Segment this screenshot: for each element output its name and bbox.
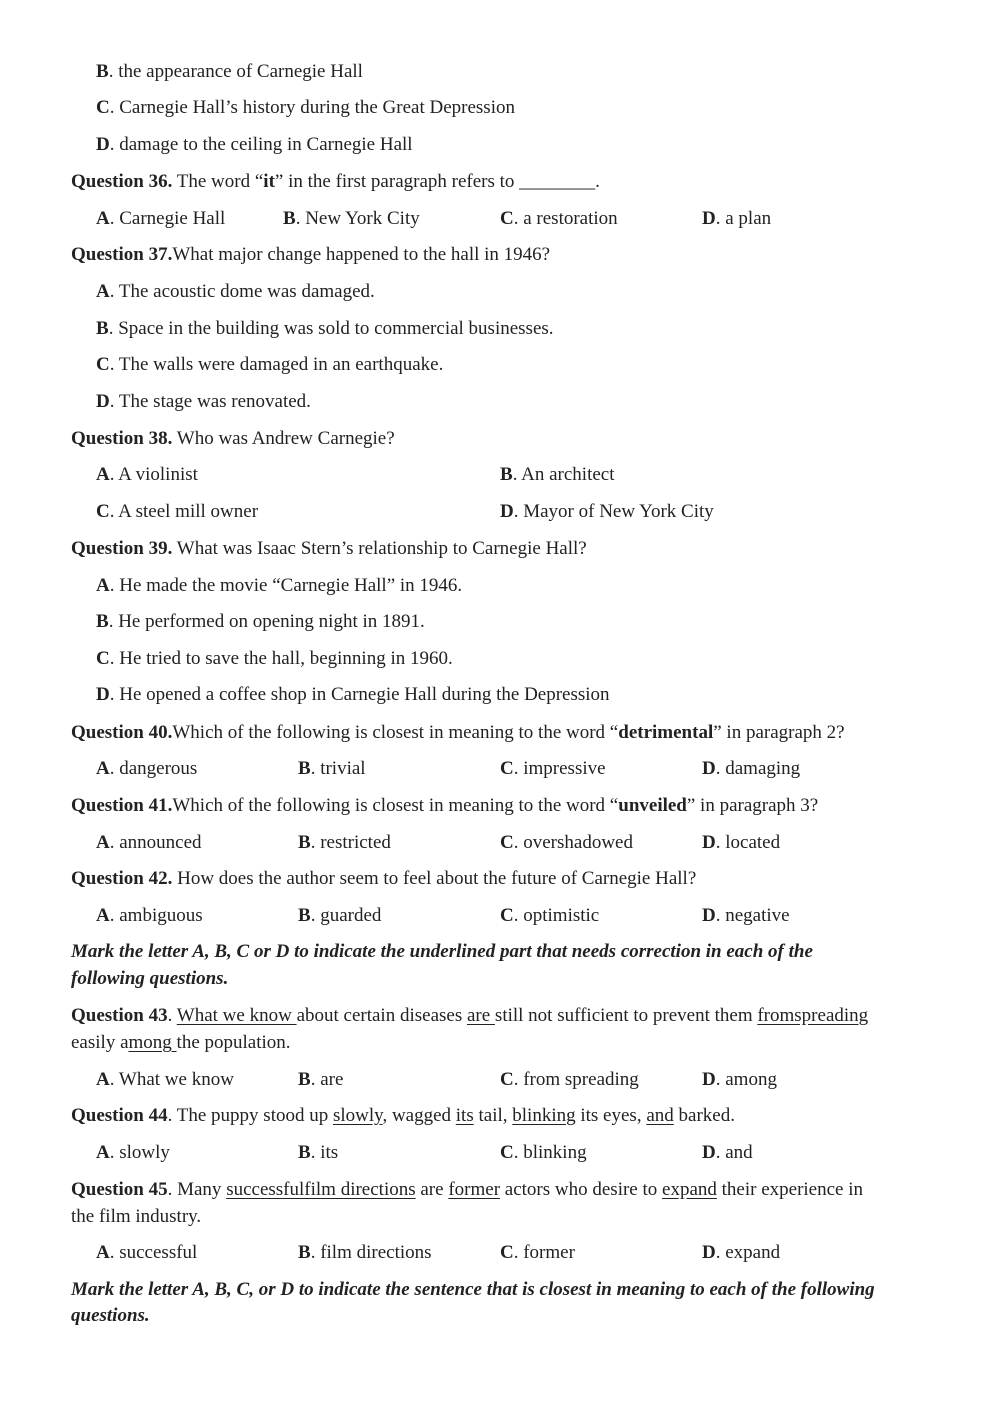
question-label: Question 38. xyxy=(71,428,173,449)
option-letter: A xyxy=(96,575,110,596)
option-letter: C xyxy=(96,354,110,375)
question-label: Question 45 xyxy=(71,1179,168,1200)
option-text: . its xyxy=(310,1142,339,1163)
stem-text: What major change happened to the hall in 1946? xyxy=(172,244,551,265)
option-text: . A violinist xyxy=(109,464,198,485)
stem-text: its eyes, xyxy=(575,1105,647,1126)
option-text: . former xyxy=(513,1242,575,1263)
option-letter: B xyxy=(283,208,296,229)
option-letter: B xyxy=(500,464,513,485)
stem-keyword: detrimental xyxy=(618,722,714,743)
stem-text: are xyxy=(415,1179,449,1200)
stem-text: The word “ xyxy=(172,171,264,192)
option-letter: B xyxy=(298,1142,311,1163)
instruction-meaning-line2: questions. xyxy=(71,1305,150,1326)
option-letter: C xyxy=(96,97,110,118)
option-letter: A xyxy=(96,464,110,485)
q42-option-a xyxy=(96,904,203,928)
question-label: Question 36. xyxy=(71,171,173,192)
q37-option-d xyxy=(96,390,311,414)
q40-option-d xyxy=(702,757,800,781)
option-text: . ambiguous xyxy=(109,905,203,926)
underlined-part: blinking xyxy=(512,1105,576,1126)
option-letter: C xyxy=(500,1242,514,1263)
q38-option-c xyxy=(96,500,258,524)
q36-stem xyxy=(71,170,600,194)
question-label: Question 40. xyxy=(71,722,173,743)
instruction-meaning-line1: Mark the letter A, B, C, or D to indicate the sentence that is closest in meaning to each of the following xyxy=(71,1279,875,1300)
option-letter: A xyxy=(96,1069,110,1090)
option-text: . slowly xyxy=(109,1142,170,1163)
q36-option-d xyxy=(702,207,771,231)
stem-text: Which of the following is closest in meaning to the word “ xyxy=(172,722,619,743)
stem-text: ” in paragraph 3? xyxy=(686,795,819,816)
option-letter: B xyxy=(96,318,109,339)
option-text: . expand xyxy=(715,1242,781,1263)
stem-text: about certain diseases xyxy=(296,1005,467,1026)
underlined-part: mong xyxy=(128,1032,177,1053)
question-label: Question 43 xyxy=(71,1005,168,1026)
option-text: . He opened a coffee shop in Carnegie Hall during the Depression xyxy=(109,684,610,705)
q42-option-c xyxy=(500,904,599,928)
option-text: . The stage was renovated. xyxy=(109,391,311,412)
q36-option-b xyxy=(283,207,420,231)
underlined-part: are xyxy=(466,1005,495,1026)
option-text: . restricted xyxy=(310,832,391,853)
question-label: Question 39. xyxy=(71,538,173,559)
option-letter: D xyxy=(702,208,716,229)
option-letter: C xyxy=(96,648,110,669)
stem-text: Who was Andrew Carnegie? xyxy=(172,428,395,449)
option-letter: D xyxy=(702,758,716,779)
option-letter: D xyxy=(702,832,716,853)
option-text: . from spreading xyxy=(513,1069,639,1090)
option-letter: D xyxy=(702,1142,716,1163)
option-letter: B xyxy=(298,905,311,926)
q41-option-d xyxy=(702,831,780,855)
stem-keyword: unveiled xyxy=(618,795,687,816)
stem-text: . Many xyxy=(167,1179,227,1200)
option-text: . The walls were damaged in an earthquake. xyxy=(109,354,444,375)
q45-option-b xyxy=(298,1241,432,1265)
stem-text: the population. xyxy=(176,1032,291,1053)
option-text: . guarded xyxy=(310,905,382,926)
option-text: . impressive xyxy=(513,758,606,779)
underlined-part: its xyxy=(455,1105,474,1126)
option-text: . negative xyxy=(715,905,790,926)
option-text: . An architect xyxy=(512,464,615,485)
option-letter: A xyxy=(96,905,110,926)
option-text: . are xyxy=(310,1069,344,1090)
q36-option-c xyxy=(500,207,618,231)
option-letter: A xyxy=(96,832,110,853)
option-letter: D xyxy=(702,1242,716,1263)
q40-option-c xyxy=(500,757,606,781)
q43-option-c xyxy=(500,1068,639,1092)
option-text: . Space in the building was sold to commercial businesses. xyxy=(108,318,554,339)
q45-option-a xyxy=(96,1241,197,1265)
question-label: Question 42. xyxy=(71,868,173,889)
q40-option-b xyxy=(298,757,366,781)
q37-option-a xyxy=(96,280,375,304)
option-letter: C xyxy=(500,832,514,853)
option-letter: C xyxy=(500,208,514,229)
stem-text: , wagged xyxy=(382,1105,456,1126)
option-letter: A xyxy=(96,208,110,229)
q44-option-c xyxy=(500,1141,587,1165)
option-letter: B xyxy=(298,1242,311,1263)
q45-option-c xyxy=(500,1241,575,1265)
underlined-part: fromspreading xyxy=(757,1005,869,1026)
option-letter: D xyxy=(702,905,716,926)
stem-text: How does the author seem to feel about the future of Carnegie Hall? xyxy=(172,868,697,889)
q45-stem-line1 xyxy=(71,1178,863,1202)
q43-stem-line1 xyxy=(71,1004,868,1028)
stem-text: ” in paragraph 2? xyxy=(713,722,845,743)
underlined-part: and xyxy=(646,1105,674,1126)
option-text: . the appearance of Carnegie Hall xyxy=(108,61,363,82)
underlined-part: expand xyxy=(662,1179,717,1200)
option-text: . Mayor of New York City xyxy=(513,501,714,522)
underlined-part: former xyxy=(448,1179,501,1200)
question-label: Question 44 xyxy=(71,1105,168,1126)
q39-option-a xyxy=(96,574,462,598)
stem-text: . The puppy stood up xyxy=(167,1105,333,1126)
option-text: . among xyxy=(715,1069,777,1090)
q43-option-d xyxy=(702,1068,777,1092)
q37-stem xyxy=(71,243,550,267)
q45-stem-line2: the film industry. xyxy=(71,1206,202,1227)
stem-text: still not sufficient to prevent them xyxy=(494,1005,758,1026)
q42-option-b xyxy=(298,904,381,928)
q40-stem xyxy=(71,721,845,745)
q37-option-b xyxy=(96,317,554,341)
option-text: . He performed on opening night in 1891. xyxy=(108,611,425,632)
option-letter: B xyxy=(298,1069,311,1090)
q43-stem-line2 xyxy=(71,1031,291,1055)
q37-option-c xyxy=(96,353,443,377)
stem-text: What was Isaac Stern’s relationship to Carnegie Hall? xyxy=(172,538,587,559)
option-text: . overshadowed xyxy=(513,832,633,853)
stem-text: tail, xyxy=(473,1105,513,1126)
stem-text: . xyxy=(167,1005,177,1026)
q43-option-b xyxy=(298,1068,343,1092)
option-letter: D xyxy=(96,134,110,155)
option-text: . A steel mill owner xyxy=(109,501,259,522)
q38-option-b xyxy=(500,463,615,487)
option-letter: B xyxy=(96,611,109,632)
stem-text: easily a xyxy=(71,1032,129,1053)
q44-stem xyxy=(71,1104,735,1128)
q44-option-b xyxy=(298,1141,338,1165)
option-text: . Carnegie Hall xyxy=(109,208,226,229)
option-letter: D xyxy=(96,391,110,412)
question-label: Question 41. xyxy=(71,795,173,816)
option-text: . successful xyxy=(109,1242,198,1263)
option-letter: C xyxy=(500,1069,514,1090)
q41-option-c xyxy=(500,831,633,855)
option-letter: C xyxy=(500,1142,514,1163)
option-text: . announced xyxy=(109,832,202,853)
stem-text: ” in the first paragraph refers to ________. xyxy=(274,171,600,192)
option-letter: D xyxy=(702,1069,716,1090)
option-letter: B xyxy=(298,832,311,853)
q45-option-d xyxy=(702,1241,780,1265)
option-text: . blinking xyxy=(513,1142,587,1163)
q38-stem xyxy=(71,427,395,451)
q36-option-a xyxy=(96,207,225,231)
option-text: . optimistic xyxy=(513,905,600,926)
instruction-correction-line1: Mark the letter A, B, C or D to indicate the underlined part that needs correction in each of the xyxy=(71,941,813,962)
q44-option-a xyxy=(96,1141,170,1165)
q41-option-b xyxy=(298,831,391,855)
option-text: . He made the movie “Carnegie Hall” in 1946. xyxy=(109,575,463,596)
option-letter: B xyxy=(96,61,109,82)
stem-text: barked. xyxy=(673,1105,735,1126)
option-text: . Carnegie Hall’s history during the Great Depression xyxy=(109,97,515,118)
option-letter: A xyxy=(96,1142,110,1163)
q43-option-a xyxy=(96,1068,234,1092)
q39-option-d xyxy=(96,683,610,707)
instruction-correction-line2: following questions. xyxy=(71,968,229,989)
option-text: . He tried to save the hall, beginning in 1960. xyxy=(109,648,453,669)
option-text: . a plan xyxy=(715,208,772,229)
option-text: . and xyxy=(715,1142,753,1163)
q39-option-b xyxy=(96,610,425,634)
option-text: . dangerous xyxy=(109,758,198,779)
underlined-part: slowly xyxy=(332,1105,383,1126)
option-letter: C xyxy=(500,905,514,926)
option-letter: A xyxy=(96,758,110,779)
underlined-part: successfulfilm directions xyxy=(226,1179,416,1200)
option-text: . The acoustic dome was damaged. xyxy=(109,281,375,302)
option-text: . trivial xyxy=(310,758,366,779)
option-text: . film directions xyxy=(310,1242,432,1263)
q38-option-a xyxy=(96,463,198,487)
option-text: . damaging xyxy=(715,758,801,779)
option-text: . a restoration xyxy=(513,208,618,229)
q41-stem xyxy=(71,794,818,818)
stem-text: actors who desire to xyxy=(500,1179,663,1200)
underlined-part: What we know xyxy=(176,1005,297,1026)
q38-option-d xyxy=(500,500,714,524)
q35-option-c xyxy=(96,96,515,120)
option-letter: C xyxy=(500,758,514,779)
q39-option-c xyxy=(96,647,453,671)
q39-stem xyxy=(71,537,587,561)
option-text: . located xyxy=(715,832,781,853)
option-text: . What we know xyxy=(109,1069,234,1090)
q35-option-b xyxy=(96,60,363,84)
option-letter: C xyxy=(96,501,110,522)
q44-option-d xyxy=(702,1141,753,1165)
option-letter: A xyxy=(96,281,110,302)
option-text: . New York City xyxy=(295,208,420,229)
q35-option-d xyxy=(96,133,413,157)
stem-keyword: it xyxy=(263,171,275,192)
q42-stem xyxy=(71,867,696,891)
q41-option-a xyxy=(96,831,202,855)
option-letter: D xyxy=(96,684,110,705)
stem-text: Which of the following is closest in meaning to the word “ xyxy=(172,795,619,816)
option-letter: A xyxy=(96,1242,110,1263)
question-label: Question 37. xyxy=(71,244,173,265)
stem-text: their experience in xyxy=(716,1179,864,1200)
option-letter: B xyxy=(298,758,311,779)
option-text: . damage to the ceiling in Carnegie Hall xyxy=(109,134,413,155)
q42-option-d xyxy=(702,904,790,928)
q40-option-a xyxy=(96,757,197,781)
option-letter: D xyxy=(500,501,514,522)
